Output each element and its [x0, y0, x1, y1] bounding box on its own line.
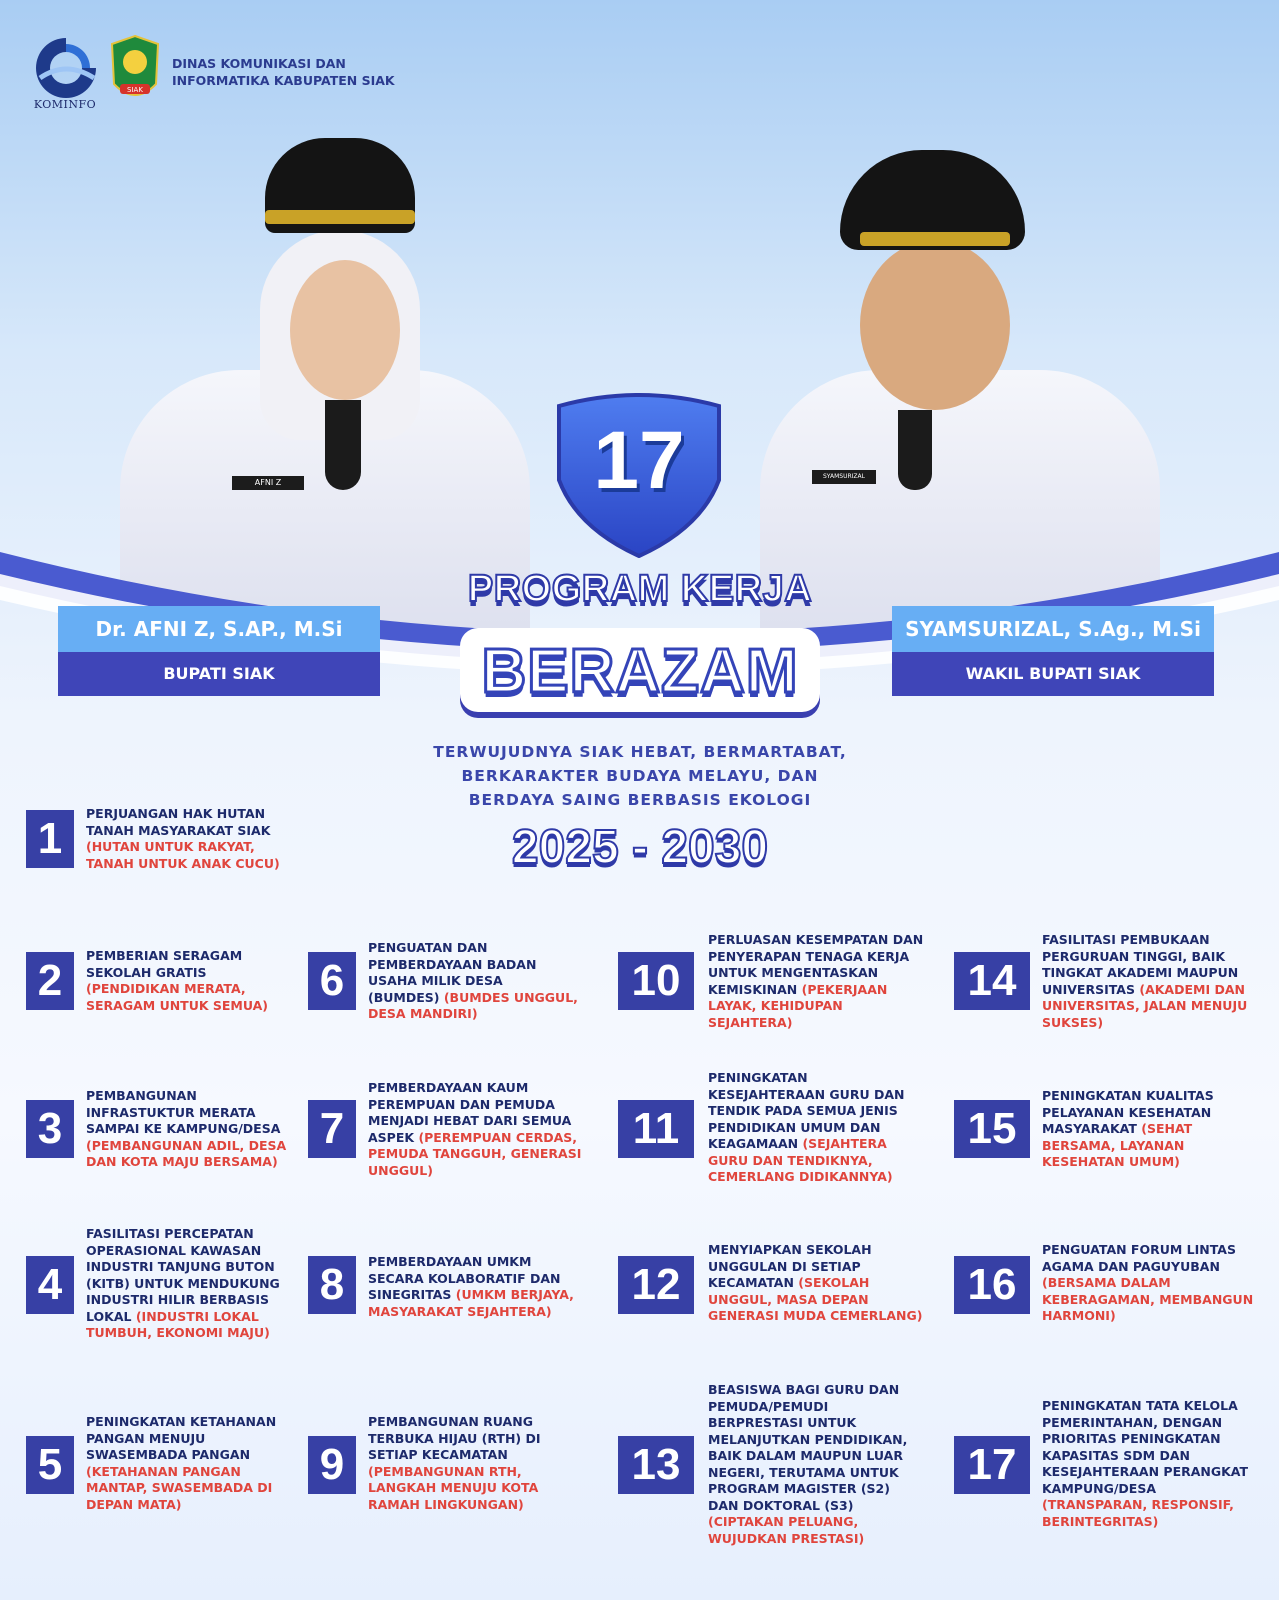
- program-number: 4: [26, 1256, 74, 1314]
- vision-line-1: TERWUJUDNYA SIAK HEBAT, BERMARTABAT,: [433, 743, 847, 761]
- program-number: 15: [954, 1100, 1030, 1158]
- face: [290, 260, 400, 400]
- agency-line-2: INFORMATIKA KABUPATEN SIAK: [172, 73, 395, 88]
- program-number: 6: [308, 952, 356, 1010]
- program-number: 1: [26, 810, 74, 868]
- program-text: PENGUATAN DAN PEMBERDAYAAN BADAN USAHA MILIK DESA (BUMDES) (BUMDES UNGGUL, DESA MANDIRI): [368, 940, 578, 1021]
- program-number: 16: [954, 1256, 1030, 1314]
- wakil-bupati-title: WAKIL BUPATI SIAK: [892, 652, 1214, 696]
- program-text: PENGUATAN FORUM LINTAS AGAMA DAN PAGUYUBAN (BERSAMA DALAM KEBERAGAMAN, MEMBANGUN HARMONI): [1042, 1242, 1254, 1323]
- program-text: PEMBERDAYAAN KAUM PEREMPUAN DAN PEMUDA MENJADI HEBAT DARI SEMUA ASPEK (PEREMPUAN CERDAS, PEMUDA TANGGUH, GENERASI UNGGUL): [368, 1080, 582, 1178]
- vision-line-2: BERKARAKTER BUDAYA MELAYU, DAN: [461, 767, 819, 785]
- program-text: PENINGKATAN KESEJAHTERAAN GURU DAN TENDIK PADA SEMUA JENIS PENDIDIKAN UMUM DAN KEAGAMAAN (SEJAHTERA GURU DAN TENDIKNYA, CEMERLANG DIDIKANNYA): [708, 1070, 905, 1184]
- face: [860, 240, 1010, 410]
- agency-name: [172, 55, 395, 89]
- program-text: MENYIAPKAN SEKOLAH UNGGULAN DI SETIAP KECAMATAN (SEKOLAH UNGGUL, MASA DEPAN GENERASI MUDA CEMERLANG): [708, 1242, 923, 1323]
- program-text: PENINGKATAN TATA KELOLA PEMERINTAHAN, DENGAN PRIORITAS PENINGKATAN KAPASITAS SDM DAN KESEJAHTERAAN PERANGKAT KAMPUNG/DESA (TRANSPARAN, RESPONSIF, BERINTEGRITAS): [1042, 1398, 1249, 1529]
- program-number: 17: [954, 1436, 1030, 1494]
- program-number: 5: [26, 1436, 74, 1494]
- bupati-name: Dr. AFNI Z, S.AP., M.Si: [58, 606, 380, 652]
- agency-line-1: DINAS KOMUNIKASI DAN: [172, 56, 346, 71]
- program-text: FASILITASI PEMBUKAAN PERGURUAN TINGGI, BAIK TINGKAT AKADEMI MAUPUN UNIVERSITAS (AKADEMI DAN UNIVERSITAS, JALAN MENUJU SUKSES): [1042, 932, 1248, 1030]
- program-text: PEMBANGUNAN INFRASTUKTUR MERATA SAMPAI KE KAMPUNG/DESA (PEMBANGUNAN ADIL, DESA DAN KOTA MAJU BERSAMA): [86, 1088, 287, 1169]
- program-text: PEMBERDAYAAN UMKM SECARA KOLABORATIF DAN SINEGRITAS (UMKM BERJAYA, MASYARAKAT SEJAHTERA): [368, 1254, 574, 1319]
- program-number: 3: [26, 1100, 74, 1158]
- siak-emblem-label: SIAK: [127, 86, 143, 94]
- program-text: PEMBERIAN SERAGAM SEKOLAH GRATIS (PENDIDIKAN MERATA, SERAGAM UNTUK SEMUA): [86, 948, 269, 1013]
- black-tie: [898, 410, 932, 490]
- program-text: PERLUASAN KESEMPATAN DAN PENYERAPAN TENAGA KERJA UNTUK MENGENTASKAN KEMISKINAN (PEKERJAAN LAYAK, KEHIDUPAN SEJAHTERA): [708, 932, 924, 1030]
- wakil-bupati-name: SYAMSURIZAL, S.Ag., M.Si: [892, 606, 1214, 652]
- period-years: 2025 - 2030: [511, 821, 769, 874]
- siak-regency-emblem-icon: [108, 34, 162, 108]
- program-count: 17: [593, 415, 685, 506]
- program-text: PENINGKATAN KUALITAS PELAYANAN KESEHATAN MASYARAKAT (SEHAT BERSAMA, LAYANAN KESEHATAN UMUM): [1042, 1088, 1214, 1169]
- program-number: 7: [308, 1100, 356, 1158]
- vision-line-3: BERDAYA SAING BERBASIS EKOLOGI: [468, 791, 812, 809]
- program-number: 9: [308, 1436, 356, 1494]
- black-tie: [325, 400, 361, 490]
- cap-band: [265, 210, 415, 224]
- program-number: 14: [954, 952, 1030, 1010]
- program-text: BEASISWA BAGI GURU DAN PEMUDA/PEMUDI BERPRESTASI UNTUK MELANJUTKAN PENDIDIKAN, BAIK DALAM MAUPUN LUAR NEGERI, TERUTAMA UNTUK PROGRAM MAGISTER (S2) DAN DOKTORAL (S3) (CIPTAKAN PELUANG, WUJUDKAN PRESTASI): [708, 1382, 908, 1546]
- program-number: 10: [618, 952, 694, 1010]
- kominfo-label: KOMINFO: [33, 98, 97, 111]
- program-kerja-heading: PROGRAM KERJA: [467, 568, 813, 610]
- program-text: PENINGKATAN KETAHANAN PANGAN MENUJU SWASEMBADA PANGAN (KETAHANAN PANGAN MANTAP, SWASEMBADA DI DEPAN MATA): [86, 1414, 277, 1512]
- program-number: 2: [26, 952, 74, 1010]
- program-text: FASILITASI PERCEPATAN OPERASIONAL KAWASAN INDUSTRI TANJUNG BUTON (KITB) UNTUK MENDUKUNG INDUSTRI HILIR BERBASIS LOKAL (INDUSTRI LOKAL TUMBUH, EKONOMI MAJU): [86, 1226, 280, 1340]
- cap-band: [860, 232, 1010, 246]
- name-tag: AFNI Z: [232, 476, 304, 490]
- program-text: PERJUANGAN HAK HUTAN TANAH MASYARAKAT SIAK (HUTAN UNTUK RAKYAT, TANAH UNTUK ANAK CUCU): [86, 806, 280, 871]
- berazam-title: BERAZAM: [481, 637, 799, 706]
- wakil-bupati-name-box: [892, 606, 1214, 696]
- name-tag: SYAMSURIZAL: [812, 470, 876, 484]
- program-text: PEMBANGUNAN RUANG TERBUKA HIJAU (RTH) DI SETIAP KECAMATAN (PEMBANGUNAN RTH, LANGKAH MENUJU KOTA RAMAH LINGKUNGAN): [368, 1414, 541, 1512]
- program-number: 13: [618, 1436, 694, 1494]
- program-number: 8: [308, 1256, 356, 1314]
- bupati-title: BUPATI SIAK: [58, 652, 380, 696]
- vision-statement: [380, 740, 900, 812]
- program-number: 11: [618, 1100, 694, 1158]
- program-number: 12: [618, 1256, 694, 1314]
- bupati-name-box: [58, 606, 380, 696]
